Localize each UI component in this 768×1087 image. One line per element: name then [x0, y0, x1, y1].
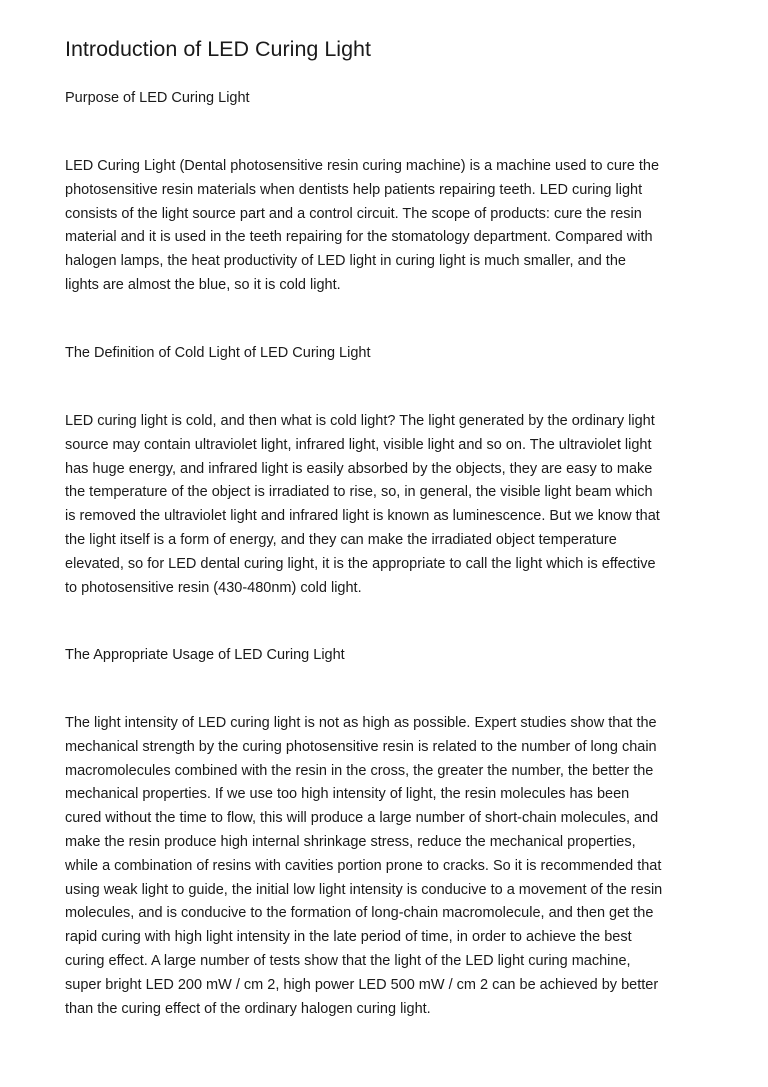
- paragraph-line: elevated, so for LED dental curing light, it is the appropriate to call the light which is effective: [65, 555, 656, 572]
- section-heading-appropriate-usage: The Appropriate Usage of LED Curing Light: [65, 647, 345, 663]
- paragraph-line: cured without the time to flow, this will produce a large number of short-chain molecules, and: [65, 810, 659, 827]
- paragraph-line: than the curing effect of the ordinary halogen curing light.: [65, 1000, 431, 1017]
- paragraph-line: while a combination of resins with cavities portion prone to cracks. So it is recommended that: [65, 857, 662, 874]
- paragraph-purpose: [65, 155, 710, 298]
- paragraph-appropriate-usage: [65, 712, 710, 1021]
- paragraph-line: lights are almost the blue, so it is cold light.: [65, 276, 341, 293]
- paragraph-line: to photosensitive resin (430-480nm) cold light.: [65, 579, 362, 596]
- paragraph-line: using weak light to guide, the initial low light intensity is conducive to a movement of the resin: [65, 881, 663, 898]
- paragraph-line: rapid curing with high light intensity in the late period of time, in order to achieve the best: [65, 929, 632, 946]
- paragraph-line: make the resin produce high internal shrinkage stress, reduce the mechanical properties,: [65, 833, 636, 850]
- paragraph-line: photosensitive resin materials when dentists help patients repairing teeth. LED curing light: [65, 181, 643, 198]
- paragraph-line: molecules, and is conducive to the formation of long-chain macromolecule, and then get the: [65, 905, 654, 922]
- paragraph-line: consists of the light source part and a control circuit. The scope of products: cure the resin: [65, 205, 642, 222]
- paragraph-line: LED curing light is cold, and then what is cold light? The light generated by the ordinary light: [65, 413, 655, 429]
- paragraph-line: is removed the ultraviolet light and infrared light is known as luminescence. But we know that: [65, 508, 660, 525]
- paragraph-line: the light itself is a form of energy, and they can make the irradiated object temperature: [65, 531, 617, 548]
- section-heading-cold-light-definition: The Definition of Cold Light of LED Curing Light: [65, 345, 371, 361]
- paragraph-line: LED Curing Light (Dental photosensitive resin curing machine) is a machine used to cure the: [65, 158, 660, 174]
- paragraph-line: material and it is used in the teeth repairing for the stomatology department. Compared with: [65, 229, 653, 246]
- page-title: Introduction of LED Curing Light: [65, 37, 371, 61]
- paragraph-cold-light-definition: [65, 410, 710, 600]
- paragraph-line: The light intensity of LED curing light is not as high as possible. Expert studies show that the: [65, 715, 657, 731]
- paragraph-line: the temperature of the object is irradiated to rise, so, in general, the visible light beam which: [65, 484, 653, 501]
- paragraph-line: mechanical strength by the curing photosensitive resin is related to the number of long chain: [65, 738, 657, 755]
- paragraph-line: super bright LED 200 mW / cm 2, high power LED 500 mW / cm 2 can be achieved by better: [65, 976, 659, 993]
- paragraph-line: halogen lamps, the heat productivity of LED light in curing light is much smaller, and the: [65, 253, 626, 270]
- paragraph-line: curing effect. A large number of tests show that the light of the LED light curing machine,: [65, 952, 631, 969]
- section-heading-purpose: Purpose of LED Curing Light: [65, 90, 250, 106]
- paragraph-line: mechanical properties. If we use too high intensity of light, the resin molecules has been: [65, 786, 630, 803]
- paragraph-line: source may contain ultraviolet light, infrared light, visible light and so on. The ultraviolet light: [65, 436, 652, 453]
- paragraph-line: macromolecules combined with the resin in the cross, the greater the number, the better the: [65, 762, 654, 779]
- paragraph-line: has huge energy, and infrared light is easily absorbed by the objects, they are easy to make: [65, 460, 653, 477]
